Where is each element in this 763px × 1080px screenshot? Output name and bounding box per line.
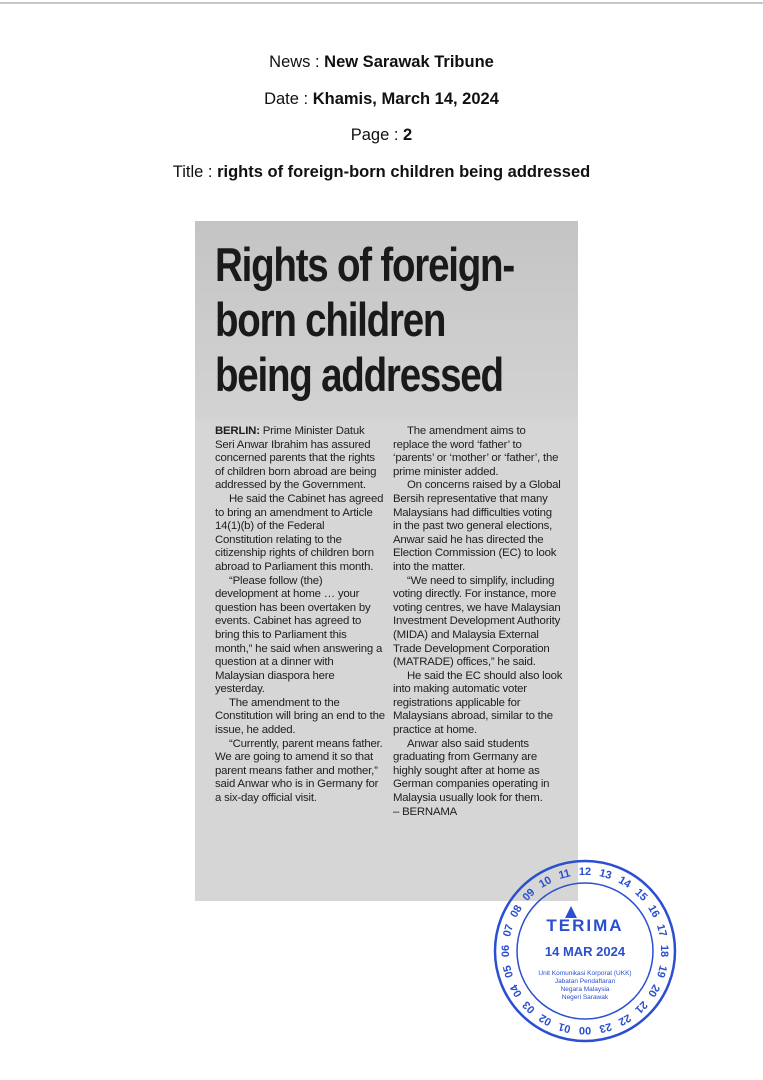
article-paragraph: The amendment to the Constitution will bring an end to the issue, he added. xyxy=(215,696,385,737)
stamp-ring-number: 16 xyxy=(645,903,662,920)
stamp-ring-number: 20 xyxy=(645,982,662,999)
paragraph-text: Prime Minister Datuk Seri Anwar Ibrahim has assured concerned parents that the rights of children born abroad are being addressed by the Government. xyxy=(215,425,377,492)
stamp-ring-number: 13 xyxy=(597,867,613,882)
stamp-ring-number: 06 xyxy=(499,944,512,958)
article-byline: – BERNAMA xyxy=(393,805,458,818)
stamp-ring-number: 17 xyxy=(654,923,669,939)
stamp-ring-number: 22 xyxy=(616,1011,633,1028)
title-value: rights of foreign-born children being addressed xyxy=(217,163,591,181)
headline-line: Rights of foreign- xyxy=(215,238,514,291)
article-paragraph: Anwar also said students graduating from Germany are highly sought after at home as German companies operating in Malaysia usually look for them. xyxy=(393,737,550,805)
received-stamp xyxy=(492,858,678,1044)
article-paragraph: “Please follow (the) development at home … your question has been overtaken by events. Cabinet has agreed to bring this to Parliament this month,” he said when answering a question at a dinner with Malaysian diaspora here yesterday. xyxy=(215,574,383,696)
stamp-org-line: Negara Malaysia xyxy=(560,986,610,993)
stamp-org-line: Unit Komunikasi Korporat (UKK) xyxy=(538,970,632,977)
date-value: Khamis, March 14, 2024 xyxy=(312,90,499,108)
article-paragraph: On concerns raised by a Global Bersih representative that many Malaysians had difficulties voting in the past two general elections, Anwar said he has directed the Election Commission (EC) to look into the matter. xyxy=(393,479,561,573)
stamp-ring-number: 11 xyxy=(557,867,572,882)
stamp-ring-number: 03 xyxy=(520,998,538,1016)
stamp-ring-number: 00 xyxy=(578,1024,592,1037)
stamp-ring-number: 19 xyxy=(654,963,669,979)
stamp-ring-number: 01 xyxy=(557,1020,573,1035)
article-column-left xyxy=(215,425,385,806)
headline-line: born children xyxy=(215,293,446,346)
stamp-ring-number: 07 xyxy=(501,923,516,939)
article-paragraph: He said the EC should also look into making automatic voter registrations applicable for Malaysians abroad, similar to the practice at home. xyxy=(393,669,563,737)
title-line xyxy=(0,163,763,182)
page-label: Page : xyxy=(350,126,404,144)
stamp-ring-number: 23 xyxy=(597,1020,613,1035)
news-label: News : xyxy=(269,53,325,71)
newspaper-clipping xyxy=(195,221,578,904)
stamp-ring-number: 18 xyxy=(658,944,671,958)
stamp-word: TERIMA xyxy=(546,916,624,935)
news-source-line xyxy=(0,53,763,72)
stamp-date: 14 MAR 2024 xyxy=(544,944,626,959)
dateline: BERLIN: xyxy=(215,425,260,437)
stamp-ring-number: 12 xyxy=(578,865,592,878)
headline-line: being addressed xyxy=(215,348,503,401)
news-value: New Sarawak Tribune xyxy=(324,53,494,71)
article-headline xyxy=(215,237,514,402)
page-value: 2 xyxy=(403,126,413,144)
article-paragraph: The amendment aims to replace the word ‘father’ to ‘parents’ or ‘mother’ or ‘father’, the prime minister added. xyxy=(393,425,559,478)
page-line xyxy=(0,126,763,145)
stamp-ring-number: 09 xyxy=(520,886,538,904)
stamp-ring-number: 02 xyxy=(537,1011,554,1028)
stamp-ring-number: 15 xyxy=(632,886,650,904)
scan-edge-line xyxy=(0,2,763,4)
article-paragraph: “We need to simplify, including voting directly. For instance, more voting centres, we have Malaysian Investment Development Authority (MIDA) and Malaysia External Trade Development Corporation (MATRADE) offices,” he said. xyxy=(393,574,561,669)
stamp-ring-number: 04 xyxy=(508,982,525,999)
stamp-ring-number: 10 xyxy=(537,874,554,891)
stamp-ring-number: 21 xyxy=(632,998,650,1016)
title-label: Title : xyxy=(172,163,218,181)
stamp-org-line: Negeri Sarawak xyxy=(561,994,609,1001)
article-paragraph xyxy=(215,425,385,493)
date-line xyxy=(0,90,763,109)
stamp-ring-number: 08 xyxy=(508,903,525,920)
article-paragraph: He said the Cabinet has agreed to bring an amendment to Article 14(1)(b) of the Federal Constitution relating to the citizenship rights of children born abroad to Parliament this month. xyxy=(215,492,384,573)
stamp-ring-number: 14 xyxy=(616,874,633,891)
article-paragraph: “Currently, parent means father. We are going to amend it so that parent means father and mother,” said Anwar who is in Germany for a six-day official visit. xyxy=(215,737,383,805)
stamp-ring-number: 05 xyxy=(501,963,516,979)
date-label: Date : xyxy=(264,90,313,108)
article-column-right xyxy=(393,425,563,819)
stamp-org-line: Jabatan Pendaftaran xyxy=(554,978,616,985)
